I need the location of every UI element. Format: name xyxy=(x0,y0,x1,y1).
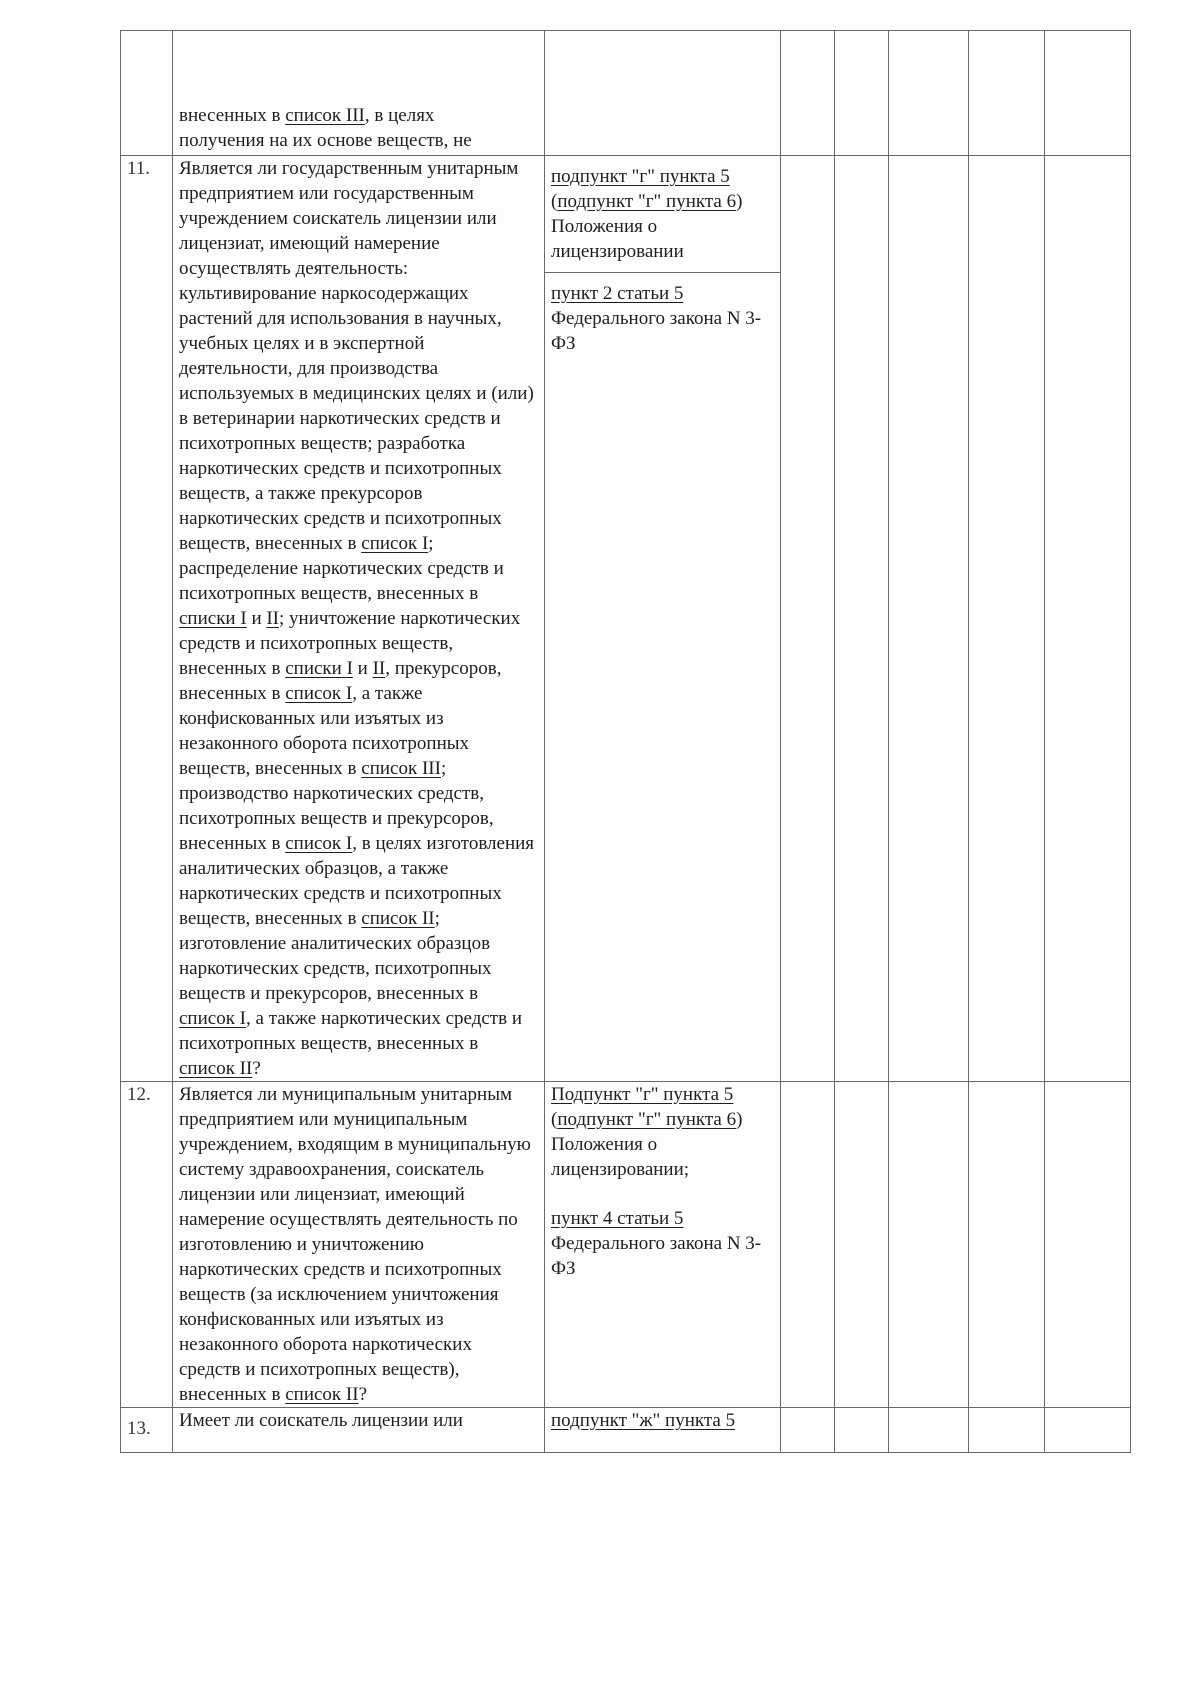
text-fragment: , а также конфискованных или изъятых из незаконного оборота психотропных веществ, внесенных в xyxy=(179,683,470,779)
text-fragment: ; производство наркотических средств, психотропных веществ и прекурсоров, внесенных в xyxy=(179,758,494,854)
legal-reference-link[interactable]: список III xyxy=(361,758,441,779)
text-fragment: Является ли государственным унитарным предприятием или государственным учреждением соискатель лицензии или лицензиат, имеющий намерение осуществлять деятельность: культивирование наркосодержащих растений для использования в научных, учебных целях и в экспертной деятельности, для производства используемых в медицинских целях и (или) в ветеринарии наркотических средств и психотропных веществ; разработка наркотических средств и психотропных веществ, а также прекурсоров наркотических средств и психотропных веществ, внесенных в xyxy=(179,158,534,554)
text-fragment: ; распределение наркотических средств и психотропных веществ, внесенных в xyxy=(179,533,504,604)
table-row-12 xyxy=(121,1082,1131,1408)
cell-empty xyxy=(1045,1082,1131,1408)
legal-reference-link[interactable]: списки I xyxy=(179,608,247,629)
question-text: Имеет ли соискатель лицензии или xyxy=(179,1410,463,1431)
cell-empty xyxy=(889,156,969,1082)
cell-empty xyxy=(835,31,889,156)
text-fragment: , прекурсоров, внесенных в xyxy=(179,658,502,704)
legal-reference-link[interactable]: список II xyxy=(285,1384,359,1405)
legal-reference-link[interactable]: список I xyxy=(361,533,429,554)
text-fragment: ; изготовление аналитических образцов наркотических средств, психотропных веществ и прекурсоров, внесенных в xyxy=(179,908,492,1004)
text-fragment: ; уничтожение наркотических средств и психотропных веществ, внесенных в xyxy=(179,608,521,679)
text-fragment: ) Положения о лицензировании; xyxy=(551,1109,743,1180)
legal-reference-link[interactable]: список I xyxy=(179,1008,247,1029)
cell-empty xyxy=(889,1408,969,1453)
cell-question xyxy=(173,31,545,156)
reference-link[interactable]: подпункт "ж" пункта 5 xyxy=(551,1410,736,1431)
legal-reference-link[interactable]: пункт 2 статьи 5 xyxy=(551,283,684,304)
legal-reference-link[interactable]: список I xyxy=(285,833,353,854)
cell-empty xyxy=(835,156,889,1082)
cell-empty xyxy=(1045,31,1131,156)
legal-reference-link[interactable]: список II xyxy=(361,908,435,929)
table-row-13 xyxy=(121,1408,1131,1453)
cell-empty xyxy=(835,1408,889,1453)
table-row-11 xyxy=(121,156,1131,1082)
cell-empty xyxy=(781,156,835,1082)
text-fragment: ) Положения о лицензировании xyxy=(551,191,743,262)
row-number: 13. xyxy=(121,1408,173,1453)
reference-text xyxy=(551,1082,774,1182)
cell-empty xyxy=(889,31,969,156)
reference-block-1 xyxy=(545,156,780,272)
cell-empty xyxy=(1045,1408,1131,1453)
cell-empty xyxy=(781,1408,835,1453)
cell-reference xyxy=(545,31,781,156)
cell-empty xyxy=(969,156,1045,1082)
legal-reference-link[interactable]: пункт 4 статьи 5 xyxy=(551,1208,684,1229)
reference-text xyxy=(551,166,742,262)
cell-reference xyxy=(545,1082,781,1408)
cell-empty xyxy=(781,1082,835,1408)
text-fragment: и xyxy=(352,658,373,679)
legal-reference-link[interactable]: II xyxy=(372,658,386,679)
cell-reference xyxy=(545,156,781,1082)
text-fragment: ? xyxy=(358,1384,367,1405)
checklist-table xyxy=(120,30,1131,1453)
cell-empty xyxy=(889,1082,969,1408)
cell-empty xyxy=(835,1082,889,1408)
row-number: 12. xyxy=(121,1082,173,1408)
text-fragment: , в целях изготовления аналитических образцов, а также наркотических средств и психотропных веществ, внесенных в xyxy=(179,833,535,929)
text-fragment: Федерального закона N 3-ФЗ xyxy=(551,308,762,354)
cell-question xyxy=(173,1082,545,1408)
legal-reference-link[interactable]: список II xyxy=(179,1058,253,1079)
text-fragment: , а также наркотических средств и психотропных веществ, внесенных в xyxy=(179,1008,522,1054)
reference-text xyxy=(551,283,761,354)
cell-empty xyxy=(969,31,1045,156)
reference-block-2 xyxy=(545,272,780,364)
legal-reference-link[interactable]: подпункт "г" пункта 6 xyxy=(557,1109,737,1130)
legal-reference-link[interactable]: подпункт "г" пункта 5 xyxy=(551,166,730,187)
cell-question xyxy=(173,1408,545,1453)
table-row-continued xyxy=(121,31,1131,156)
text-fragment: ( xyxy=(551,191,558,212)
text-fragment: Является ли муниципальным унитарным предприятием или муниципальным учреждением, входящим в муниципальную систему здравоохранения, соискатель лицензии или лицензиат, имеющий намерение осуществлять деятельность по изготовлению и уничтожению наркотических средств и психотропных веществ (за исключением уничтожения конфискованных или изъятых из незаконного оборота наркотических средств и психотропных веществ), внесенных в xyxy=(179,1084,531,1405)
legal-reference-link[interactable]: Подпункт "г" пункта 5 xyxy=(551,1084,734,1105)
text-fragment: и xyxy=(246,608,267,629)
row-number: 11. xyxy=(121,156,173,1082)
legal-reference-link[interactable]: II xyxy=(266,608,280,629)
reference-text xyxy=(551,1206,774,1281)
cell-number xyxy=(121,31,173,156)
cell-empty xyxy=(969,1082,1045,1408)
legal-reference-link[interactable]: подпункт "г" пункта 6 xyxy=(557,191,737,212)
legal-reference-link[interactable]: списки I xyxy=(285,658,353,679)
text-fragment: ? xyxy=(252,1058,261,1079)
question-text xyxy=(179,1084,531,1405)
cell-empty xyxy=(969,1408,1045,1453)
question-text: получения на их основе веществ, не xyxy=(179,130,472,151)
legal-reference-link[interactable]: список I xyxy=(285,683,353,704)
question-text: , в целях xyxy=(364,105,435,126)
question-text xyxy=(179,158,534,1079)
text-fragment: Федерального закона N 3-ФЗ xyxy=(551,1233,762,1279)
cell-empty xyxy=(781,31,835,156)
text-fragment: ( xyxy=(551,1109,558,1130)
cell-reference xyxy=(545,1408,781,1453)
list-reference-link[interactable]: список III xyxy=(285,105,365,126)
question-text: внесенных в xyxy=(179,105,286,126)
cell-empty xyxy=(1045,156,1131,1082)
cell-question xyxy=(173,156,545,1082)
